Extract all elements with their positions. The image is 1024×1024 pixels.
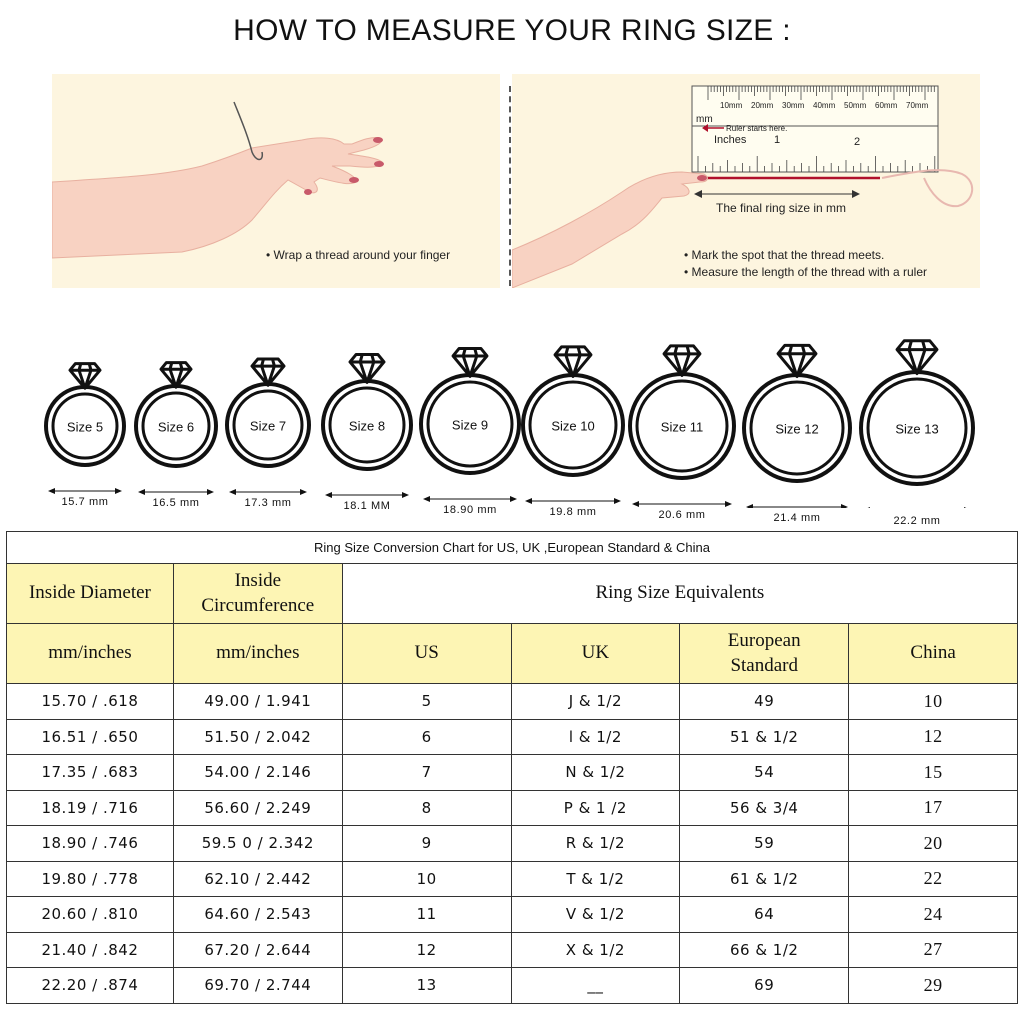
page-title: HOW TO MEASURE YOUR RING SIZE : [233, 14, 791, 47]
table-row [7, 684, 1018, 720]
cell-us: 8 [342, 790, 511, 826]
cell-european: 69 [680, 968, 849, 1004]
cell-diameter: 18.90 / .746 [7, 826, 174, 862]
instruction-panel-wrap [52, 74, 500, 288]
measure-caption: • Measure the length of the thread with a ruler [684, 265, 928, 279]
cell-uk: X & 1/2 [511, 932, 680, 968]
header-us: US [342, 624, 511, 684]
cell-uk: J & 1/2 [511, 684, 680, 720]
ring-diameter-label: 16.5 mm [152, 497, 200, 509]
ring-diameter-label: 17.3 mm [244, 497, 292, 509]
rings-svg [0, 318, 1024, 508]
cell-diameter: 17.35 / .683 [7, 755, 174, 791]
ring-diameter-label: 18.90 mm [443, 504, 497, 516]
ring-size-label: Size 9 [451, 417, 489, 433]
cell-diameter: 15.70 / .618 [7, 684, 174, 720]
header-ring-size-equivalents: Ring Size Equivalents [342, 564, 1017, 624]
wrap-thread-caption: • Wrap a thread around your finger [266, 248, 451, 262]
table-row [7, 790, 1018, 826]
cell-circumference: 51.50 / 2.042 [173, 719, 342, 755]
ring-size-conversion-chart [6, 531, 1018, 1004]
cell-european: 54 [680, 755, 849, 791]
ring-size-diagrams [0, 318, 1024, 527]
cell-uk: l & 1/2 [511, 719, 680, 755]
chart-caption: Ring Size Conversion Chart for US, UK ,European Standard & China [7, 532, 1018, 564]
cell-uk: T & 1/2 [511, 861, 680, 897]
cell-circumference: 54.00 / 2.146 [173, 755, 342, 791]
table-row [7, 897, 1018, 933]
table-row [7, 755, 1018, 791]
ring-size-label: Size 5 [66, 419, 104, 435]
ruler-panel [512, 74, 980, 288]
cell-circumference: 62.10 / 2.442 [173, 861, 342, 897]
header-uk: UK [511, 624, 680, 684]
header-inside-diameter: Inside Diameter [7, 564, 174, 624]
ring-size-label: Size 12 [775, 421, 819, 437]
cell-diameter: 22.20 / .874 [7, 968, 174, 1004]
cell-china: 17 [849, 790, 1018, 826]
ring-diameter-label: 19.8 mm [549, 506, 597, 518]
cell-china: 12 [849, 719, 1018, 755]
cell-european: 59 [680, 826, 849, 862]
ring-diameter-label: 18.1 MM [343, 500, 391, 512]
table-row [7, 861, 1018, 897]
cell-diameter: 18.19 / .716 [7, 790, 174, 826]
cell-us: 11 [342, 897, 511, 933]
header-inside-circumference: Inside Circumference [173, 564, 342, 624]
ruler-inch-1: 1 [774, 134, 781, 146]
ring-size-label: Size 7 [249, 418, 287, 434]
cell-circumference: 67.20 / 2.644 [173, 932, 342, 968]
cell-us: 7 [342, 755, 511, 791]
ring-diameter-label: 20.6 mm [658, 509, 706, 521]
ring-size-label: Size 8 [348, 418, 386, 434]
ruler-mm-label: 10mm [720, 101, 743, 110]
header-unit-circumference: mm/inches [173, 624, 342, 684]
cell-circumference: 59.5 0 / 2.342 [173, 826, 342, 862]
cell-uk: N & 1/2 [511, 755, 680, 791]
ruler-mm-label: 70mm [906, 101, 929, 110]
cell-china: 29 [849, 968, 1018, 1004]
cell-european: 66 & 1/2 [680, 932, 849, 968]
cell-european: 51 & 1/2 [680, 719, 849, 755]
cell-uk: R & 1/2 [511, 826, 680, 862]
ring-diameter-label: 21.4 mm [773, 512, 821, 524]
cell-uk: P & 1 /2 [511, 790, 680, 826]
cell-european: 61 & 1/2 [680, 861, 849, 897]
header-unit-diameter: mm/inches [7, 624, 174, 684]
mark-spot-caption: • Mark the spot that the thread meets. [684, 248, 885, 262]
cell-uk: __ [511, 968, 680, 1004]
ruler-mm-label: 20mm [751, 101, 774, 110]
cell-china: 15 [849, 755, 1018, 791]
chart-body [7, 684, 1018, 1004]
cell-us: 9 [342, 826, 511, 862]
panel-divider [509, 86, 511, 286]
ruler-mm-label: 60mm [875, 101, 898, 110]
ruler-starts-label: Ruler starts here. [726, 124, 788, 133]
cell-china: 22 [849, 861, 1018, 897]
cell-china: 27 [849, 932, 1018, 968]
cell-us: 5 [342, 684, 511, 720]
ruler-mm-unit: mm [696, 114, 713, 125]
cell-us: 10 [342, 861, 511, 897]
table-row [7, 719, 1018, 755]
cell-us: 6 [342, 719, 511, 755]
cell-us: 13 [342, 968, 511, 1004]
cell-diameter: 19.80 / .778 [7, 861, 174, 897]
cell-diameter: 21.40 / .842 [7, 932, 174, 968]
ring-diameter-label: 15.7 mm [61, 496, 109, 508]
cell-european: 56 & 3/4 [680, 790, 849, 826]
cell-us: 12 [342, 932, 511, 968]
table-row [7, 826, 1018, 862]
cell-circumference: 49.00 / 1.941 [173, 684, 342, 720]
ruler-mm-label: 50mm [844, 101, 867, 110]
cell-european: 49 [680, 684, 849, 720]
ring-size-label: Size 10 [551, 418, 595, 434]
cell-circumference: 69.70 / 2.744 [173, 968, 342, 1004]
cell-china: 24 [849, 897, 1018, 933]
cell-diameter: 16.51 / .650 [7, 719, 174, 755]
ring-size-label: Size 11 [660, 419, 704, 435]
cell-china: 10 [849, 684, 1018, 720]
cell-european: 64 [680, 897, 849, 933]
cell-circumference: 64.60 / 2.543 [173, 897, 342, 933]
header-china: China [849, 624, 1018, 684]
ruler-inches-label: Inches [714, 134, 747, 146]
ring-size-label: Size 6 [157, 419, 195, 435]
cell-uk: V & 1/2 [511, 897, 680, 933]
cell-circumference: 56.60 / 2.249 [173, 790, 342, 826]
ruler-inch-2: 2 [854, 136, 861, 148]
table-row [7, 932, 1018, 968]
ring-size-label: Size 13 [895, 421, 939, 437]
table-row [7, 968, 1018, 1004]
ring-diameter-label: 22.2 mm [893, 515, 941, 527]
ruler-mm-label: 30mm [782, 101, 805, 110]
cell-china: 20 [849, 826, 1018, 862]
final-ring-size-label: The final ring size in mm [716, 201, 847, 215]
ruler-mm-label: 40mm [813, 101, 836, 110]
header-european: European Standard [680, 624, 849, 684]
cell-diameter: 20.60 / .810 [7, 897, 174, 933]
